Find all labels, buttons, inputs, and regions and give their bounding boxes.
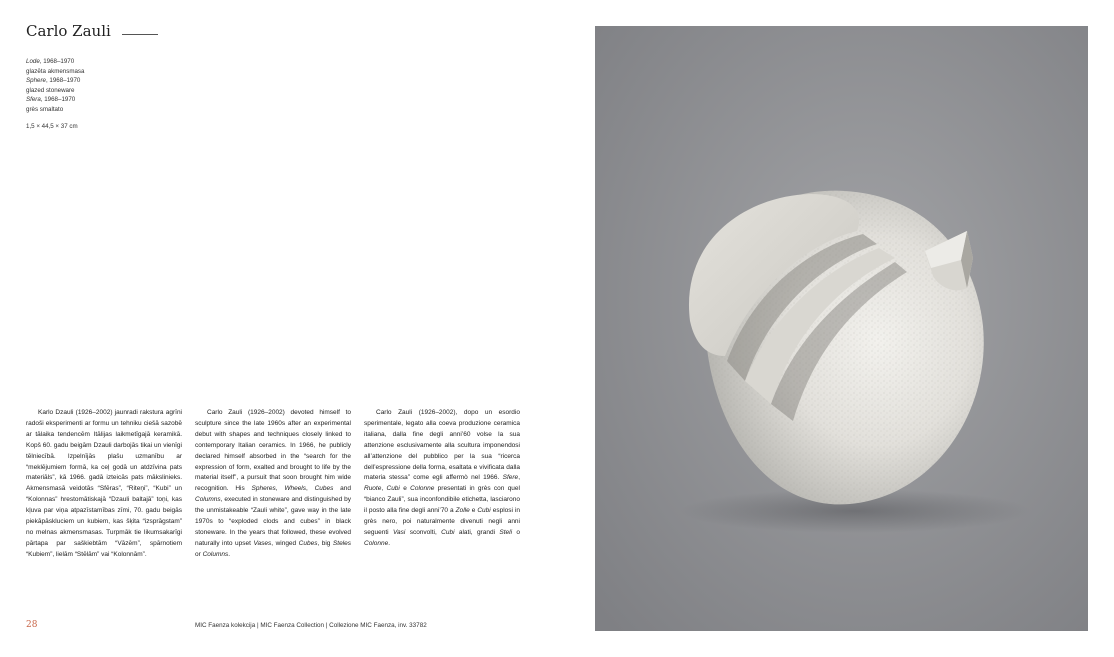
italic-term: Steli	[499, 528, 513, 536]
italic-term: Spheres	[251, 485, 276, 493]
artist-name-heading: Carlo Zauli	[26, 22, 111, 40]
italic-term: Sfere	[502, 474, 519, 482]
paragraph-latvian: Karlo Dzauli (1926–2002) jaunradi rakstura agrīni radoši eksperimenti ar formu un tehniku ciešā sazobē ar tālaika tendencēm Itālijas laikmetīgajā keramikā. Kopš 60. gadu beigām Dzauli darbojās tikai un vienīgi tēlniecībā. Izpelnījās plašu uzmanību ar “meklējumiem formā, ka ceļ godā un atdzīvina pats materiāls”, kā 1966. gadā izteicās pats mākslinieks. Akmensmasā veidotās “Sfēras”, “Riteņi”, “Kubi” un “Kolonnas” hrestomātiskajā “Dzauli baltajā” toņi, kas kļuva par viņa atpazīstamības zīmi, 70. gadu beigās piekāpāskluciem un kubiem, kas šķita “izsprāgstam” no melnas akmensmasas. Turpmāk tie likumsakarīgi pārtapa par saškiebtām “Vāzēm”, spārnotiem “Kubiem”, lielām “Stēlām” vai “Kolonnām”.	[26, 409, 182, 558]
paragraph-english: Carlo Zauli (1926–2002) devoted himself to sculpture since the late 1960s after an experimental debut with shapes and techniques closely linked to contemporary Italian ceramics. In 1966, he publicly declared himself absorbed in the “search for the expression of form, exalted and brought to life by the material itself”, a pursuit that soon brought him wide recognition. His Spheres, Wheels, Cubes and Columns, executed in stoneware and distinguished by the unmistakeable “Zauli white”, gave way in the late 1970s to “exploded clods and cubes” in black stoneware. In the years that followed, these evolved naturally into upset Vases, winged Cubes, big Steles or Columns.	[195, 409, 351, 558]
italic-term: Cubes	[298, 539, 318, 547]
italic-term: Zolle	[455, 507, 470, 515]
sculpture-photo	[595, 26, 1088, 631]
italic-term: Cubi	[477, 507, 491, 515]
caption-date: , 1968–1970	[40, 96, 76, 104]
italic-term: Cubi	[386, 485, 400, 493]
title-rule	[122, 34, 158, 35]
caption-artwork-title: Lode	[26, 58, 40, 65]
italic-term: Vases	[253, 539, 272, 547]
italic-term: Columns	[202, 550, 229, 558]
caption-line: glazed stoneware	[26, 86, 75, 94]
italic-term: Steles	[332, 539, 351, 547]
text-column-latvian	[26, 408, 182, 561]
italic-term: Ruote	[364, 485, 382, 493]
collection-credit: MIC Faenza kolekcija | MIC Faenza Collection | Collezione MIC Faenza, inv. 33782	[195, 622, 427, 629]
italic-term: Columns	[195, 496, 221, 504]
text-column-english	[195, 408, 351, 561]
sphere-sculpture-image	[595, 26, 1088, 631]
page-number: 28	[26, 620, 38, 630]
caption-artwork-title: Sphere	[26, 77, 46, 85]
italic-term: Colonne	[364, 539, 389, 547]
artwork-dimensions: 1,5 × 44,5 × 37 cm	[26, 123, 78, 130]
caption-line	[26, 57, 84, 67]
caption-artwork-title: Sfera	[26, 96, 41, 104]
caption-line: grès smaltato	[26, 105, 64, 113]
italic-term: Wheels	[284, 485, 307, 493]
caption-date: , 1968–1970	[39, 58, 75, 65]
italic-term: Cubes	[314, 485, 334, 493]
artwork-caption	[26, 57, 84, 115]
paragraph-italian: Carlo Zauli (1926–2002), dopo un esordio sperimentale, legato alla coeva produzione ceramica italiana, dalla fine degli anni’60 volse la sua attenzione esclusivamente alla scultura imponendosi all’attenzione del pubblico per la sua “ricerca dell’espressione della forma, esaltata e vivificata dalla materia stessa” come egli affermò nel 1966. Sfere, Ruote, Cubi e Colonne presentati in grès con quel “bianco Zauli”, sua inconfondibile etichetta, lasciarono il posto alla fine degli anni’70 a Zolle e Cubi esplosi in grès nero, poi naturalmente divenuti negli anni seguenti Vasi sconvolti, Cubi alati, grandi Steli o Colonne.	[364, 409, 521, 547]
italic-term: Colonne	[410, 485, 435, 493]
text-column-italian	[364, 408, 520, 550]
italic-term: Cubi	[441, 528, 455, 536]
caption-line	[26, 76, 84, 86]
caption-line	[26, 95, 84, 105]
italic-term: Vasi	[392, 528, 406, 536]
caption-date: , 1968–1970	[45, 77, 81, 85]
caption-line: glazēta akmensmasa	[26, 67, 85, 75]
